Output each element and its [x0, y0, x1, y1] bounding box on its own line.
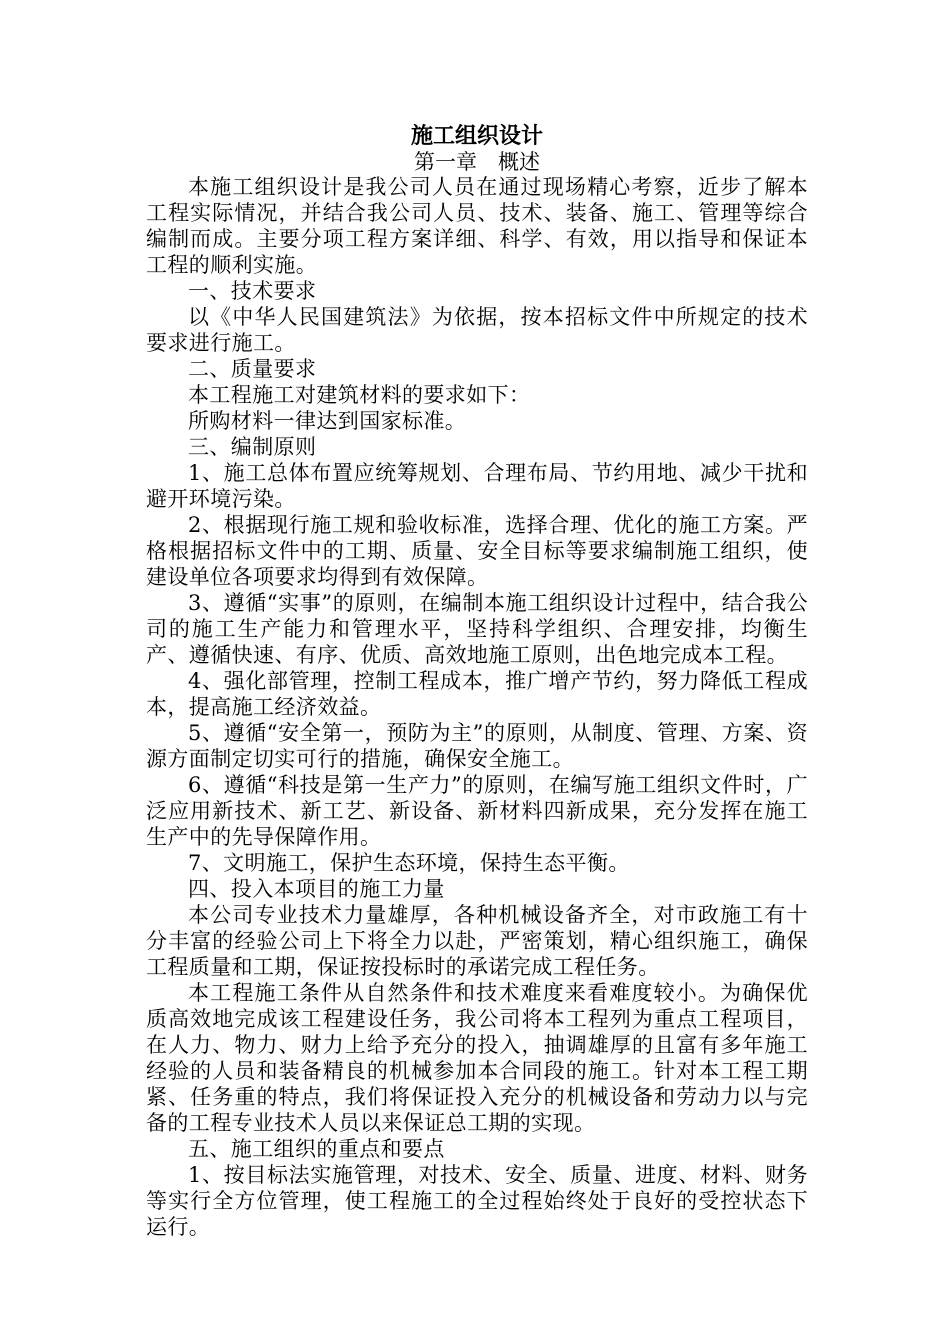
list-item: 5、遵循“安全第一，预防为主”的原则，从制度、管理、方案、资源方面制定切实可行的措施，确保安全施工。	[146, 721, 808, 771]
list-item: 4、强化部管理，控制工程成本，推广增产节约，努力降低工程成本，提高施工经济效益。	[146, 669, 808, 719]
document-body	[146, 122, 808, 1240]
list-item: 3、遵循“实事”的原则，在编制本施工组织设计过程中，结合我公司的施工生产能力和管理水平，坚持科学组织、合理安排，均衡生产、遵循快速、有序、优质、高效地施工原则，出色地完成本工程。	[146, 591, 808, 667]
list-item: 7、文明施工，保护生态环境，保持生态平衡。	[188, 851, 630, 875]
chapter-heading: 第一章 概述	[414, 150, 540, 174]
list-item: 6、遵循“科技是第一生产力”的原则，在编写施工组织文件时，广泛应用新技术、新工艺、新设备、新材料四新成果，充分发挥在施工生产中的先导保障作用。	[146, 773, 808, 849]
section-heading-technical: 一、技术要求	[188, 279, 317, 303]
section-heading-quality: 二、质量要求	[188, 357, 317, 381]
paragraph: 以《中华人民国建筑法》为依据，按本招标文件中所规定的技术要求进行施工。	[146, 305, 808, 355]
list-item: 1、施工总体布置应统筹规划、合理布局、节约用地、减少干扰和避开环境污染。	[146, 461, 808, 511]
section-heading-principles: 三、编制原则	[188, 435, 317, 459]
paragraph: 本工程施工条件从自然条件和技术难度来看难度较小。为确保优质高效地完成该工程建设任务，我公司将本工程列为重点工程项目，在人力、物力、财力上给予充分的投入，抽调雄厚的且富有多年施工经验的人员和装备精良的机械参加本合同段的施工。针对本工程工期紧、任务重的特点，我们将保证投入充分的机械设备和劳动力以与完备的工程专业技术人员以来保证总工期的实现。	[146, 981, 808, 1135]
paragraph: 所购材料一律达到国家标准。	[188, 409, 467, 433]
paragraph: 本公司专业技术力量雄厚，各种机械设备齐全，对市政施工有十分丰富的经验公司上下将全力以赴，严密策划，精心组织施工，确保工程质量和工期，保证按投标时的承诺完成工程任务。	[146, 903, 808, 979]
section-heading-resources: 四、投入本项目的施工力量	[188, 877, 445, 901]
section-heading-key-points: 五、施工组织的重点和要点	[188, 1137, 445, 1161]
paragraph: 本工程施工对建筑材料的要求如下：	[188, 383, 531, 407]
paragraph: 本施工组织设计是我公司人员在通过现场精心考察，近步了解本工程实际情况，并结合我公司人员、技术、装备、施工、管理等综合编制而成。主要分项工程方案详细、科学、有效，用以指导和保证本工程的顺利实施。	[146, 175, 808, 277]
document-title: 施工组织设计	[410, 123, 543, 149]
list-item: 1、按目标法实施管理，对技术、安全、质量、进度、材料、财务等实行全方位管理，使工程施工的全过程始终处于良好的受控状态下运行。	[146, 1163, 808, 1239]
list-item: 2、根据现行施工规和验收标准，选择合理、优化的施工方案。严格根据招标文件中的工期、质量、安全目标等要求编制施工组织，使建设单位各项要求均得到有效保障。	[146, 513, 808, 589]
